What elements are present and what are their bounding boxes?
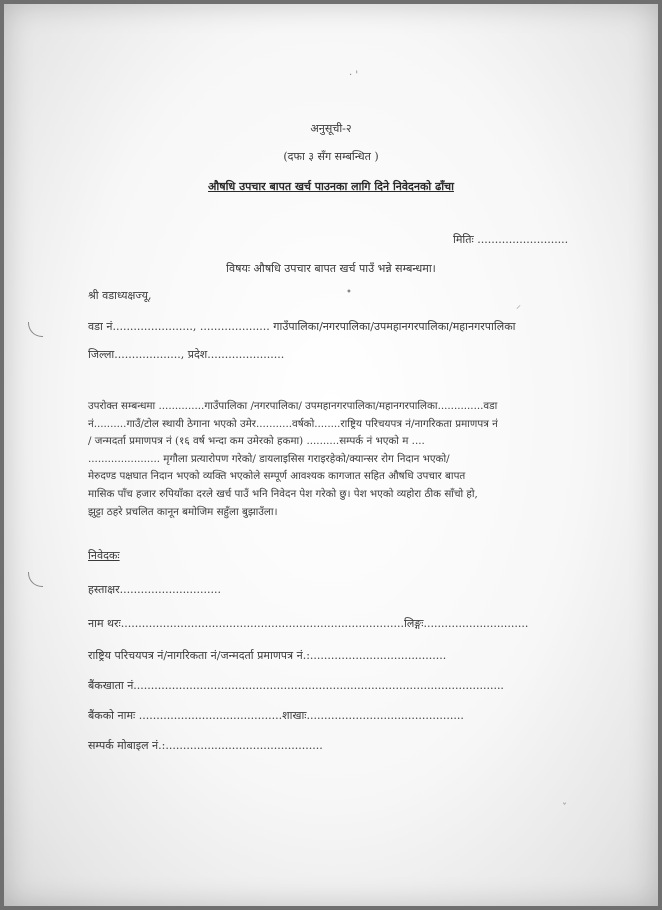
salutation: श्री वडाध्यक्षज्यू,	[88, 289, 152, 302]
mobile-line: सम्पर्क मोबाइल नं.:.............................................	[88, 739, 323, 752]
section-reference: (दफा ३ सँग सम्बन्धित )	[283, 150, 379, 163]
binder-hole-mark	[28, 322, 43, 337]
signature-line: हस्ताक्षर.............................	[88, 583, 222, 596]
scan-speck: · '	[349, 70, 359, 81]
bank-branch-line: बैंकको नामः .........................................शाखाः.............................................	[88, 709, 464, 722]
applicant-heading: निवेदकः	[88, 549, 120, 562]
bank-account-line: बैंकखाता नं..........................................................................................................	[88, 679, 504, 692]
ward-municipality-line: वडा नं......................., .................... गाउँपालिका/नगरपालिका/उपमहानगरपालिका/महानगरपालिका	[88, 320, 516, 333]
body-line: मेरुदण्ड पक्षघात निदान भएको व्यक्ति भएकोले सम्पूर्ण आवश्यक कागजात सहित औषधि उपचार बापत	[88, 470, 466, 483]
body-line: झुट्टा ठहरे प्रचलित कानून बमोजिम सहुँला बुझाउँला।	[88, 505, 278, 518]
document-page	[4, 4, 658, 906]
body-line: नं..........गाउँ/टोल स्थायी ठेगाना भएको उमेर...........वर्षको........राष्ट्रिय परिचयपत्र नं/नागरिकता प्रमाणपत्र नं	[88, 417, 498, 430]
form-title: औषधि उपचार बापत खर्च पाउनका लागि दिने निवेदनको ढाँचा	[208, 180, 454, 193]
schedule-number: अनुसूची-२	[310, 122, 352, 135]
binder-hole-mark	[28, 572, 43, 587]
subject-line: विषयः औषधि उपचार बापत खर्च पाउँ भन्ने सम्बन्धमा।	[226, 262, 436, 275]
scan-speck: •	[346, 287, 352, 298]
body-line: / जन्मदर्ता प्रमाणपत्र नं (१६ वर्ष भन्दा कम उमेरको हकमा) ..........सम्पर्क नं भएको म ....	[88, 435, 425, 448]
body-line: ...................... मृगौला प्रत्यारोपण गरेको/ डायलाइसिस गराइरहेको/क्यान्सर रोग निदान भएको/	[88, 452, 450, 465]
body-line: मासिक पाँच हजार रुपियाँका दरले खर्च पाउँ भनि निवेदन पेश गरेको छु। पेश भएको व्यहोरा ठीक साँचो हो,	[88, 487, 478, 500]
name-gender-line: नाम थरः.................................................................................लिङ्गः..............................	[88, 617, 529, 630]
body-line: उपरोक्त सम्बन्धमा ..............गाउँपालिका /नगरपालिका/ उपमहानगरपालिका/महानगरपालिका..............वडा	[88, 400, 498, 412]
date-line: मितिः ..........................	[453, 233, 569, 246]
id-number-line: राष्ट्रिय परिचयपत्र नं/नागरिकता नं/जन्मदर्ता प्रमाणपत्र नं.:.......................................	[88, 649, 447, 662]
application-body	[88, 398, 578, 521]
scan-speck: ˇ	[562, 803, 567, 814]
district-province-line: जिल्ला..................., प्रदेश......................	[88, 348, 285, 361]
scan-speck: ⸝	[516, 300, 521, 311]
